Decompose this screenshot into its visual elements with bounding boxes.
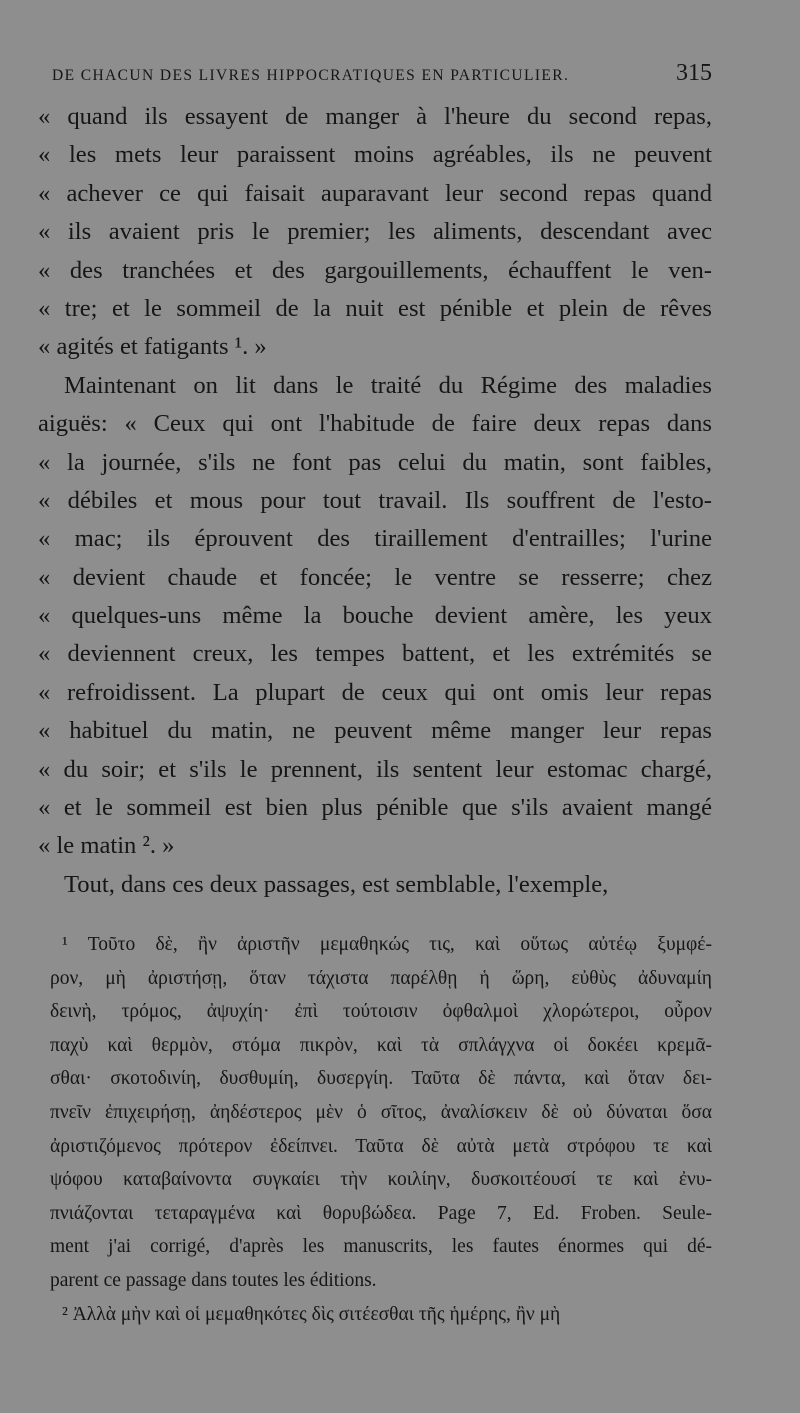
text-line: « deviennent creux, les tempes battent, et les extrémités se — [38, 640, 712, 668]
page-number: 315 — [676, 60, 712, 86]
footnote-line: ἀριστιζόμενος πρότερον ἐδείπνει. Ταῦτα δὲ αὐτὰ μετὰ στρόφου τε καὶ — [50, 1135, 712, 1157]
text-line: Maintenant on lit dans le traité du Régime des maladies — [64, 371, 712, 399]
footnote-line: δεινὴ, τρόμος, ἀψυχίη· ἐπὶ τούτοισιν ὀφθαλμοὶ χλορώτεροι, οὖρον — [50, 1001, 712, 1023]
running-header — [52, 60, 712, 87]
text-line: « et le sommeil est bien plus pénible que s'ils avaient mangé — [38, 794, 712, 822]
footnote-line: ² Ἀλλὰ μὴν καὶ οἱ μεμαθηκότες δὶς σιτέεσθαι τῆς ἡμέρης, ἢν μὴ — [62, 1303, 561, 1325]
header-title: DE CHACUN DES LIVRES HIPPOCRATIQUES EN PARTICULIER. — [52, 67, 570, 84]
footnotes — [50, 928, 712, 1331]
text-line: « achever ce qui faisait auparavant leur second repas quand — [38, 179, 712, 207]
text-line: « du soir; et s'ils le prennent, ils sentent leur estomac chargé, — [38, 755, 712, 783]
text-line: « ils avaient pris le premier; les aliments, descendant avec — [38, 218, 712, 246]
footnote-line: ρον, μὴ ἀριστήσῃ, ὅταν τάχιστα παρέλθῃ ἡ ὥρη, εὐθὺς ἀδυναμίη — [50, 967, 712, 989]
footnote-line: ¹ Τοῦτο δὲ, ἢν ἀριστῆν μεμαθηκώς τις, καὶ οὕτως αὐτέῳ ξυμφέ- — [62, 934, 712, 955]
main-text — [38, 98, 712, 904]
text-line: « tre; et le sommeil de la nuit est pénible et plein de rêves — [38, 294, 712, 322]
text-line: « débiles et mous pour tout travail. Ils souffrent de l'esto- — [38, 486, 712, 514]
text-line: Tout, dans ces deux passages, est semblable, l'exemple, — [64, 870, 609, 898]
text-line: « des tranchées et des gargouillements, échauffent le ven- — [38, 256, 712, 284]
text-line: « refroidissent. La plupart de ceux qui ont omis leur repas — [38, 678, 712, 706]
footnote-line: παχὺ καὶ θερμὸν, στόμα πικρὸν, καὶ τὰ σπλάγχνα οἱ δοκέει κρεμᾶ- — [50, 1034, 712, 1056]
footnote-line: πνιάζονται τεταραγμένα καὶ θορυβώδεα. Page 7, Ed. Froben. Seule- — [50, 1202, 712, 1224]
text-line: aiguës: « Ceux qui ont l'habitude de faire deux repas dans — [38, 410, 712, 438]
text-line: « quelques-uns même la bouche devient amère, les yeux — [38, 602, 712, 630]
footnote-line: σθαι· σκοτοδινίη, δυσθυμίη, δυσεργίη. Ταῦτα δὲ πάντα, καὶ ὅταν δει- — [50, 1068, 712, 1090]
footnote-line: πνεῖν ἐπιχειρήσῃ, ἀηδέστερος μὲν ὁ σῖτος, ἀναλίσκειν δὲ οὐ δύναται ὅσα — [50, 1101, 712, 1123]
text-line: « le matin ². » — [38, 832, 175, 860]
text-line: « la journée, s'ils ne font pas celui du matin, sont faibles, — [38, 448, 712, 476]
text-line: « devient chaude et foncée; le ventre se resserre; chez — [38, 563, 712, 591]
footnote-line: ψόφου καταβαίνοντα συγκαίει τὴν κοιλίην, δυσκοιτέουσί τε καὶ ἐνυ- — [50, 1169, 712, 1191]
text-line: « quand ils essayent de manger à l'heure du second repas, — [38, 103, 712, 130]
text-line: « les mets leur paraissent moins agréables, ils ne peuvent — [38, 141, 712, 169]
footnote-line: parent ce passage dans toutes les éditions. — [50, 1269, 377, 1291]
footnote-line: ment j'ai corrigé, d'après les manuscrits, les fautes énormes qui dé- — [50, 1236, 712, 1258]
text-line: « agités et fatigants ¹. » — [38, 333, 267, 361]
text-line: « mac; ils éprouvent des tiraillement d'entrailles; l'urine — [38, 525, 712, 553]
text-line: « habituel du matin, ne peuvent même manger leur repas — [38, 717, 712, 745]
